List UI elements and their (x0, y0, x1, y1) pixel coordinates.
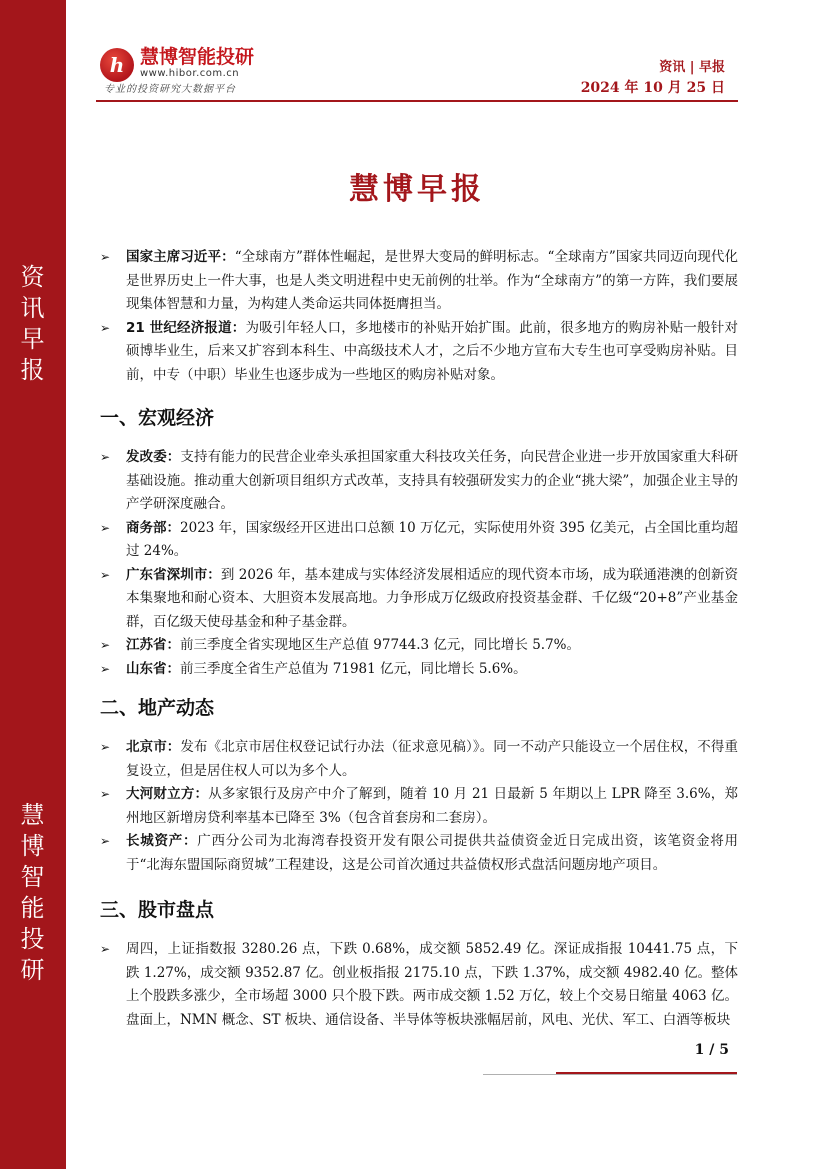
item-source-label: 长城资产： (126, 833, 198, 849)
logo-slogan: 专业的投资研究大数据平台 (104, 84, 236, 95)
sidebar-char: 能 (20, 894, 46, 922)
page-number: 1 / 5 (694, 1042, 729, 1058)
sidebar-char: 慧 (20, 801, 46, 829)
item-text: 前三季度全省生产总值为 71981 亿元，同比增长 5.6%。 (180, 660, 527, 677)
item-source-label: 北京市： (126, 739, 181, 755)
list-item (98, 634, 738, 658)
section-stock-market (98, 938, 738, 1032)
item-text: 周四，上证指数报 3280.26 点，下跌 0.68%，成交额 5852.49 亿。深证成指报 10441.75 点，下跌 1.27%，成交额 9352.87 亿。创业板指报 2175.10 点，下跌 1.37%，成交额 4982.40 亿。整体上个股跌多涨少，全市场超 3000 只个股下跌。两市成交额 1.52 万亿，较上个交易日缩量 4063 亿。盘面上，NMN 概念、ST 板块、通信设备、半导体等板块涨幅居前，风电、光伏、军工、白酒等板块 (126, 941, 738, 1028)
list-item (98, 658, 738, 682)
sidebar-char: 讯 (20, 294, 46, 322)
list-item (98, 517, 738, 564)
sidebar-bottom-text (0, 800, 66, 986)
header-divider (96, 100, 738, 102)
item-text: “全球南方”群体性崛起，是世界大变局的鲜明标志。“全球南方”国家共同迈向现代化是世界历史上一件大事，也是人类文明进程中史无前例的壮举。作为“全球南方”的第一方阵，我们要展现集体智慧和力量，为构建人类命运共同体挺膺担当。 (126, 249, 739, 312)
arrow-bullet-icon: ➢ (100, 787, 111, 801)
arrow-bullet-icon: ➢ (100, 942, 111, 956)
arrow-bullet-icon: ➢ (100, 450, 111, 464)
arrow-bullet-icon: ➢ (100, 834, 111, 848)
section-heading-real-estate: 二、地产动态 (100, 697, 215, 719)
sidebar-char: 研 (20, 956, 46, 984)
item-text: 前三季度全省实现地区生产总值 97744.3 亿元，同比增长 5.7%。 (180, 637, 580, 653)
sidebar-char: 报 (20, 356, 46, 384)
section-real-estate (98, 736, 738, 877)
list-item (98, 830, 738, 877)
arrow-bullet-icon: ➢ (100, 740, 111, 754)
item-source-label: 国家主席习近平： (126, 249, 235, 265)
item-source-label: 商务部： (126, 519, 181, 536)
item-source-label: 大河财立方： (126, 786, 209, 802)
item-text: 发布《北京市居住权登记试行办法（征求意见稿）》。同一不动产只能设立一个居住权，不得重复设立，但是居住权人可以为多个人。 (126, 739, 739, 779)
left-sidebar (0, 0, 66, 1169)
item-source-label: 发改委： (126, 449, 181, 465)
list-item (98, 446, 738, 517)
sidebar-char: 博 (20, 832, 46, 860)
footer-divider (483, 1074, 737, 1075)
item-text: 为吸引年轻人口，多地楼市的补贴开始扩围。此前，很多地方的购房补贴一般针对硕博毕业生，后来又扩容到本科生、中高级技术人才，之后不少地方宣布大专生也可享受购房补贴。目前，中专（中职）毕业生也逐步成为一些地区的购房补贴对象。 (126, 319, 738, 383)
logo-icon: h (100, 48, 134, 82)
arrow-bullet-icon: ➢ (100, 661, 111, 676)
footer-accent-divider (556, 1072, 737, 1074)
logo-url: www.hibor.com.cn (140, 68, 240, 79)
item-source-label: 江苏省： (126, 637, 180, 653)
item-text: 到 2026 年，基本建成与实体经济发展相适应的现代资本市场，成为联通港澳的创新资本集聚地和耐心资本、大胆资本发展高地。力争形成万亿级政府投资基金群、千亿级“20+8”产业基金群，百亿级天使母基金和种子基金群。 (126, 566, 738, 630)
item-text: 支持有能力的民营企业牵头承担国家重大科技攻关任务，向民营企业进一步开放国家重大科研基础设施。推动重大创新项目组织方式改革，支持具有较强研发实力的企业“挑大梁”，加强企业主导的产学研深度融合。 (126, 449, 739, 512)
section-macro (98, 446, 738, 681)
item-text: 广西分公司为北海湾春投资开发有限公司提供共益债资金近日完成出资，该笔资金将用于“北海东盟国际商贸城”工程建设，这是公司首次通过共益债权形式盘活问题房地产项目。 (126, 833, 738, 873)
arrow-bullet-icon: ➢ (100, 638, 111, 652)
section-heading-stock-market: 三、股市盘点 (100, 899, 215, 921)
document-date: 2024 年 10 月 25 日 (580, 80, 725, 96)
sidebar-char: 智 (20, 863, 46, 891)
arrow-bullet-icon: ➢ (100, 520, 111, 535)
list-item (98, 317, 738, 388)
intro-section (98, 246, 738, 387)
list-item (98, 938, 738, 1032)
item-text: 2023 年，国家级经开区进出口总额 10 万亿元，实际使用外资 395 亿美元，占全国比重均超过 24%。 (126, 519, 739, 559)
arrow-bullet-icon: ➢ (100, 250, 111, 264)
list-item (98, 736, 738, 783)
item-source-label: 山东省： (126, 660, 180, 677)
item-source-label: 21 世纪经济报道： (126, 319, 246, 336)
arrow-bullet-icon: ➢ (100, 320, 111, 335)
logo-name: 慧博智能投研 (140, 46, 255, 68)
item-text: 从多家银行及房产中介了解到，随着 10 月 21 日最新 5 年期以上 LPR 降至 3.6%，郑州地区新增房贷利率基本已降至 3%（包含首套房和二套房）。 (126, 786, 739, 826)
document-type: 资讯 | 早报 (659, 60, 725, 75)
sidebar-char: 投 (20, 925, 46, 953)
sidebar-char: 早 (20, 325, 46, 353)
page-title: 慧博早报 (349, 172, 485, 207)
sidebar-char: 资 (20, 263, 46, 291)
arrow-bullet-icon: ➢ (100, 567, 111, 582)
section-heading-macro: 一、宏观经济 (100, 407, 215, 429)
item-source-label: 广东省深圳市： (126, 566, 221, 583)
list-item (98, 246, 738, 317)
list-item (98, 564, 738, 635)
list-item (98, 783, 738, 830)
brand-logo (100, 46, 270, 98)
sidebar-top-text (0, 262, 66, 386)
